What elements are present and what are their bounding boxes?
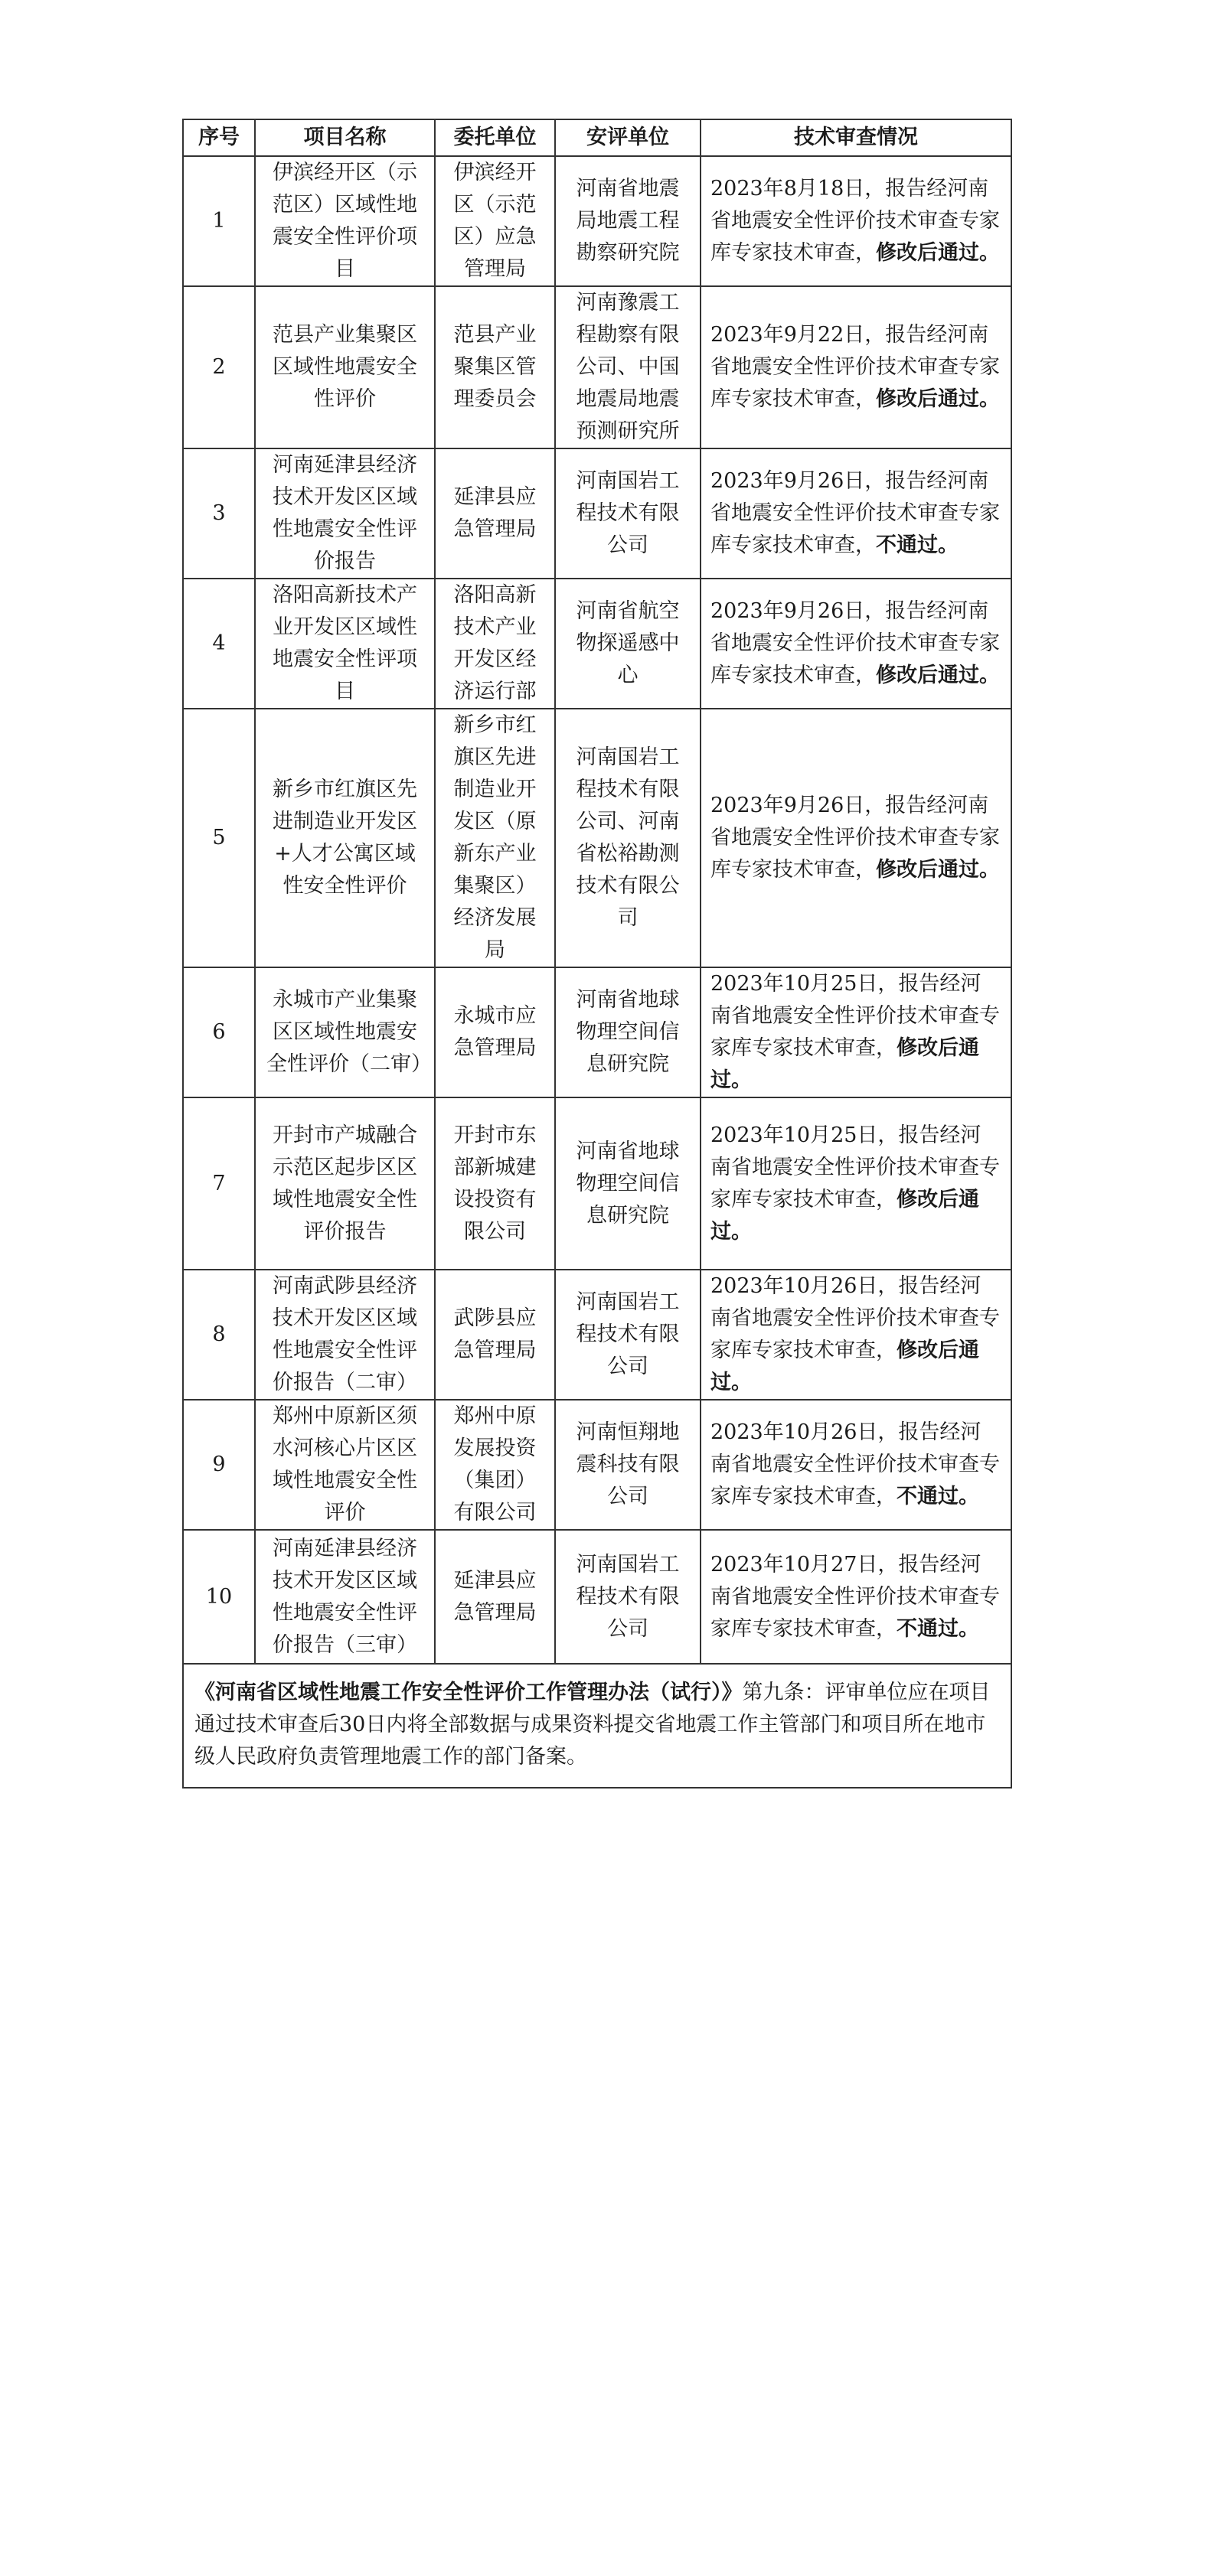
table-header-row: [183, 119, 1011, 156]
review-status: [701, 579, 1011, 709]
project-name: 永城市产业集聚区区域性地震安全性评价（二审）: [255, 967, 435, 1097]
review-result: 修改后通过。: [710, 1036, 979, 1092]
review-text: 2023年9月26日，报告经河南省地震安全性评价技术审查专家库专家技术审查，: [710, 469, 1000, 557]
row-number: 10: [183, 1530, 255, 1664]
client-unit: 郑州中原发展投资（集团）有限公司: [435, 1400, 555, 1530]
review-text: 2023年10月26日，报告经河南省地震安全性评价技术审查专家库专家技术审查，: [710, 1274, 1000, 1362]
review-text: 2023年10月26日，报告经河南省地震安全性评价技术审查专家库专家技术审查，: [710, 1420, 1000, 1508]
review-text: 2023年10月25日，报告经河南省地震安全性评价技术审查专家库专家技术审查，: [710, 1123, 1000, 1211]
header-serial: 序号: [183, 119, 255, 156]
header-project-name: 项目名称: [255, 119, 435, 156]
review-text: 2023年9月26日，报告经河南省地震安全性评价技术审查专家库专家技术审查，: [710, 794, 1000, 882]
review-status: [701, 1270, 1011, 1400]
client-unit: 武陟县应急管理局: [435, 1270, 555, 1400]
assessment-unit: 河南国岩工程技术有限公司、河南省松裕勘测技术有限公司: [555, 709, 701, 967]
client-unit: 开封市东部新城建设投资有限公司: [435, 1097, 555, 1270]
project-name: 郑州中原新区须水河核心片区区域性地震安全性评价: [255, 1400, 435, 1530]
review-result: 修改后通过。: [876, 664, 1000, 687]
project-name: 开封市产城融合示范区起步区区域性地震安全性评价报告: [255, 1097, 435, 1270]
client-unit: 范县产业聚集区管理委员会: [435, 286, 555, 448]
review-status: [701, 709, 1011, 967]
project-name: 河南延津县经济技术开发区区域性地震安全性评价报告（三审）: [255, 1530, 435, 1664]
table-row: [183, 1400, 1011, 1530]
row-number: 8: [183, 1270, 255, 1400]
client-unit: 延津县应急管理局: [435, 1530, 555, 1664]
assessment-unit: 河南省地球物理空间信息研究院: [555, 967, 701, 1097]
assessment-unit: 河南国岩工程技术有限公司: [555, 1530, 701, 1664]
review-result: 修改后通过。: [876, 241, 1000, 265]
table-row: [183, 579, 1011, 709]
review-text: 2023年10月25日，报告经河南省地震安全性评价技术审查专家库专家技术审查，: [710, 972, 1000, 1060]
review-result: 不通过。: [876, 533, 959, 557]
footnote-cell: [183, 1664, 1011, 1788]
table-row: [183, 156, 1011, 286]
row-number: 6: [183, 967, 255, 1097]
review-result: 不通过。: [897, 1485, 979, 1508]
document-page: [182, 119, 1011, 1789]
table-row: [183, 1530, 1011, 1664]
review-result: 修改后通过。: [876, 387, 1000, 411]
client-unit: 永城市应急管理局: [435, 967, 555, 1097]
review-result: 修改后通过。: [710, 1339, 979, 1394]
review-text: 2023年9月22日，报告经河南省地震安全性评价技术审查专家库专家技术审查，: [710, 323, 1000, 411]
table-row: [183, 709, 1011, 967]
review-result: 修改后通过。: [710, 1187, 979, 1244]
project-name: 伊滨经开区（示范区）区域性地震安全性评价项目: [255, 156, 435, 286]
row-number: 5: [183, 709, 255, 967]
row-number: 4: [183, 579, 255, 709]
review-text: 2023年10月27日，报告经河南省地震安全性评价技术审查专家库专家技术审查，: [710, 1552, 1000, 1641]
client-unit: 洛阳高新技术产业开发区经济运行部: [435, 579, 555, 709]
review-text: 2023年8月18日，报告经河南省地震安全性评价技术审查专家库专家技术审查，: [710, 177, 1000, 265]
assessment-unit: 河南恒翔地震科技有限公司: [555, 1400, 701, 1530]
header-assessor: 安评单位: [555, 119, 701, 156]
review-status: [701, 286, 1011, 448]
client-unit: 新乡市红旗区先进制造业开发区（原新东产业集聚区）经济发展局: [435, 709, 555, 967]
table-row: [183, 1097, 1011, 1270]
header-review: 技术审查情况: [701, 119, 1011, 156]
table-row: [183, 448, 1011, 579]
review-text: 2023年9月26日，报告经河南省地震安全性评价技术审查专家库专家技术审查，: [710, 599, 1000, 687]
project-name: 河南武陟县经济技术开发区区域性地震安全性评价报告（二审）: [255, 1270, 435, 1400]
row-number: 3: [183, 448, 255, 579]
assessment-unit: 河南省航空物探遥感中心: [555, 579, 701, 709]
row-number: 1: [183, 156, 255, 286]
client-unit: 伊滨经开区（示范区）应急管理局: [435, 156, 555, 286]
assessment-unit: 河南国岩工程技术有限公司: [555, 1270, 701, 1400]
review-table: [182, 119, 1012, 1789]
table-row: [183, 286, 1011, 448]
assessment-unit: 河南豫震工程勘察有限公司、中国地震局地震预测研究所: [555, 286, 701, 448]
project-name: 新乡市红旗区先进制造业开发区+人才公寓区域性安全性评价: [255, 709, 435, 967]
footnote-row: [183, 1664, 1011, 1788]
regulation-title: 《河南省区域性地震工作安全性评价工作管理办法（试行）》: [194, 1681, 743, 1704]
assessment-unit: 河南国岩工程技术有限公司: [555, 448, 701, 579]
assessment-unit: 河南省地震局地震工程勘察研究院: [555, 156, 701, 286]
project-name: 河南延津县经济技术开发区区域性地震安全性评价报告: [255, 448, 435, 579]
review-status: [701, 448, 1011, 579]
row-number: 9: [183, 1400, 255, 1530]
project-name: 范县产业集聚区区域性地震安全性评价: [255, 286, 435, 448]
review-status: [701, 1097, 1011, 1270]
assessment-unit: 河南省地球物理空间信息研究院: [555, 1097, 701, 1270]
table-row: [183, 967, 1011, 1097]
table-row: [183, 1270, 1011, 1400]
row-number: 7: [183, 1097, 255, 1270]
client-unit: 延津县应急管理局: [435, 448, 555, 579]
header-client: 委托单位: [435, 119, 555, 156]
regulation-body: 第九条：评审单位应在项目通过技术审查后30日内将全部数据与成果资料提交省地震工作主管部门和项目所在地市级人民政府负责管理地震工作的部门备案。: [194, 1681, 991, 1769]
review-status: [701, 1400, 1011, 1530]
review-status: [701, 156, 1011, 286]
review-result: 不通过。: [897, 1616, 979, 1641]
review-result: 修改后通过。: [876, 858, 1000, 882]
row-number: 2: [183, 286, 255, 448]
project-name: 洛阳高新技术产业开发区区域性地震安全性评项目: [255, 579, 435, 709]
review-status: [701, 967, 1011, 1097]
review-status: [701, 1530, 1011, 1664]
